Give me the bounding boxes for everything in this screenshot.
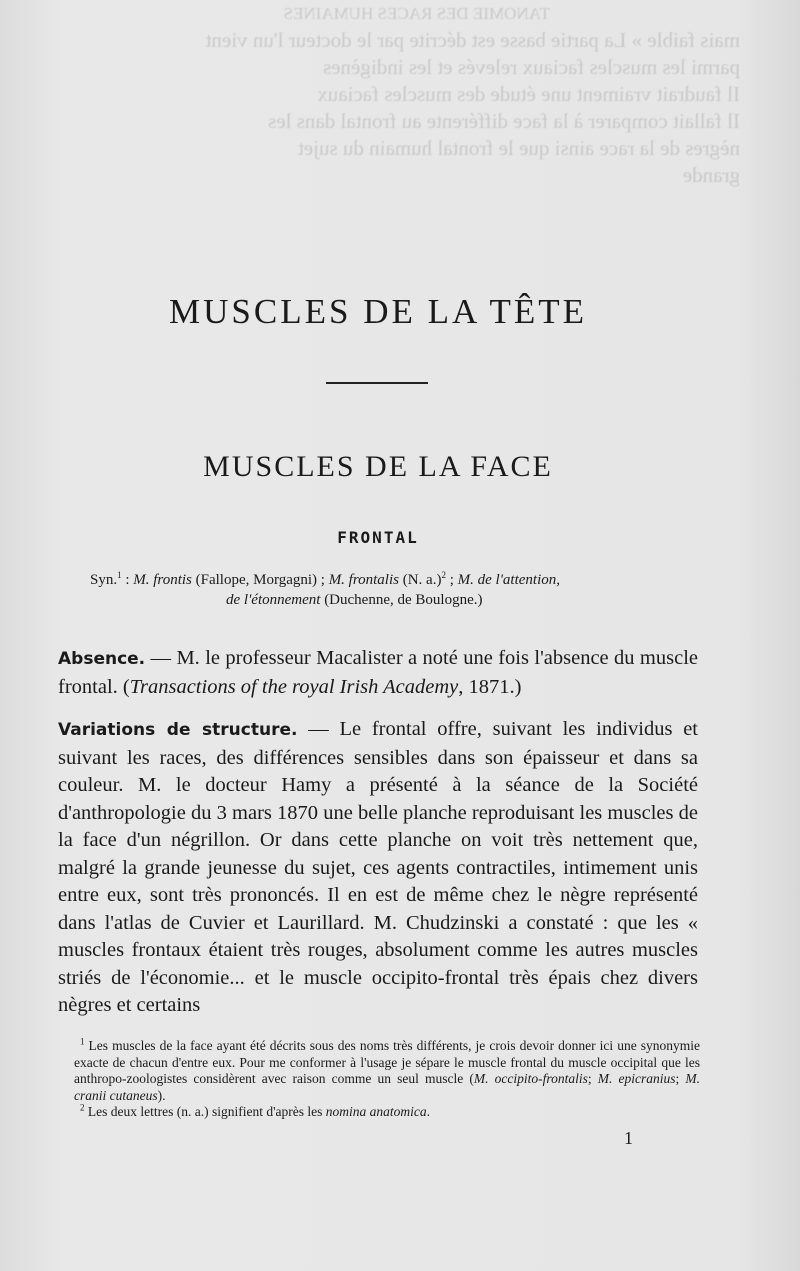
footnote-2 bbox=[74, 1104, 700, 1121]
syn-name: de l'étonnement bbox=[226, 592, 321, 608]
footnote-sep: ; bbox=[675, 1071, 686, 1086]
variations-text: — Le frontal offre, suivant les individus et suivant les races, des différences sensibles dans son épaisseur et dans sa couleur. M. le docteur Hamy a présenté à la séance de la Société d'anthropologie du 3 mars 1870 une belle planche reproduisant les muscles de la face d'un négrillon. Or dans cette planche on voit très nettement que, malgré la grande jeunesse du sujet, ces agents contractiles, intimement unis entre eux, sont très prononcés. Il en est de même chez le nègre représenté dans l'atlas de Cuvier et Laurillard. M. Chudzinski a constaté : que les « muscles frontaux étaient très rouges, absolument comme les autres muscles striés de l'économie... et le muscle occipito-frontal très épais chez divers nègres et certains bbox=[58, 718, 698, 1016]
footnote-ref-1: 1 bbox=[117, 570, 122, 580]
footnotes bbox=[74, 1038, 700, 1121]
absence-text: — M. le professeur Macalister a noté une fois l'absence du muscle frontal. ( bbox=[58, 647, 698, 698]
footnote-sep: ; bbox=[587, 1071, 598, 1086]
absence-tail: , 1871.) bbox=[458, 675, 522, 698]
footnote-ref-2: 2 bbox=[441, 570, 446, 580]
bleed-line: Il faudrait vraiment une étude des muscles faciaux bbox=[317, 82, 740, 106]
section-heading: FRONTAL bbox=[337, 528, 419, 547]
syn-prefix: Syn. bbox=[90, 572, 118, 588]
page-title: MUSCLES DE LA TÊTE bbox=[169, 292, 587, 331]
footnote-term: M. occipito-frontalis bbox=[473, 1071, 588, 1086]
bleed-through-text bbox=[0, 0, 800, 270]
variations-lead: Variations de structure. bbox=[58, 720, 298, 740]
footnote-term: nomina anatomica bbox=[325, 1104, 427, 1119]
footnote-text: Les muscles de la face ayant été décrits sous des noms très différents, je crois devoir donner ici une synonymie exacte de chacun d'entre eux. Pour me conformer à l'usage je sépare le muscle frontal du muscle occipital que les anthropo-zoologistes considèrent avec raison comme un seul muscle ( bbox=[74, 1038, 700, 1086]
syn-authority: (Duchenne, de Boulogne.) bbox=[320, 592, 483, 608]
syn-authority: (N. a.) bbox=[398, 572, 442, 588]
footnote-mark: 2 bbox=[80, 1102, 85, 1113]
page-number: 1 bbox=[624, 1128, 633, 1148]
bleed-line: mais faible » La partie basse est décrite par le docteur l'un vient bbox=[205, 28, 740, 52]
bleed-line: TANOMIE DES RACES HUMAINES bbox=[283, 4, 550, 23]
footnote-term: M. cranii cutaneus bbox=[74, 1071, 700, 1103]
syn-sep: ; bbox=[445, 572, 458, 588]
footnote-end: ). bbox=[157, 1087, 166, 1103]
synonyms-block bbox=[90, 570, 670, 610]
variations-paragraph bbox=[58, 716, 698, 1020]
footnote-mark: 1 bbox=[80, 1036, 85, 1047]
bleed-line: Il fallait comparer à la face différente au frontal dans les bbox=[268, 109, 740, 133]
syn-name: M. frontalis bbox=[328, 572, 399, 588]
footnote-term: M. epicranius bbox=[597, 1071, 676, 1086]
bleed-line: nègres de la race ainsi que le frontal humain du sujet bbox=[297, 136, 740, 160]
footnote-1 bbox=[74, 1038, 700, 1104]
footnote-end: . bbox=[426, 1104, 430, 1119]
absence-paragraph bbox=[58, 645, 698, 701]
syn-line-2 bbox=[90, 590, 670, 610]
title-divider bbox=[326, 382, 428, 384]
absence-lead: Absence. bbox=[58, 649, 146, 669]
chapter-subtitle: MUSCLES DE LA FACE bbox=[203, 450, 553, 483]
syn-authority: (Fallope, Morgagni) ; bbox=[191, 572, 329, 588]
syn-name: M. de l'attention, bbox=[457, 572, 560, 588]
footnote-text: Les deux lettres (n. a.) signifient d'après les bbox=[84, 1104, 326, 1119]
bleed-line: grande bbox=[682, 163, 740, 187]
absence-citation: Transactions of the royal Irish Academy bbox=[129, 675, 459, 698]
syn-sep: : bbox=[121, 572, 134, 588]
bleed-line: parmi les muscles faciaux relevés et les indigènes bbox=[323, 55, 740, 79]
syn-name: M. frontis bbox=[133, 572, 192, 588]
